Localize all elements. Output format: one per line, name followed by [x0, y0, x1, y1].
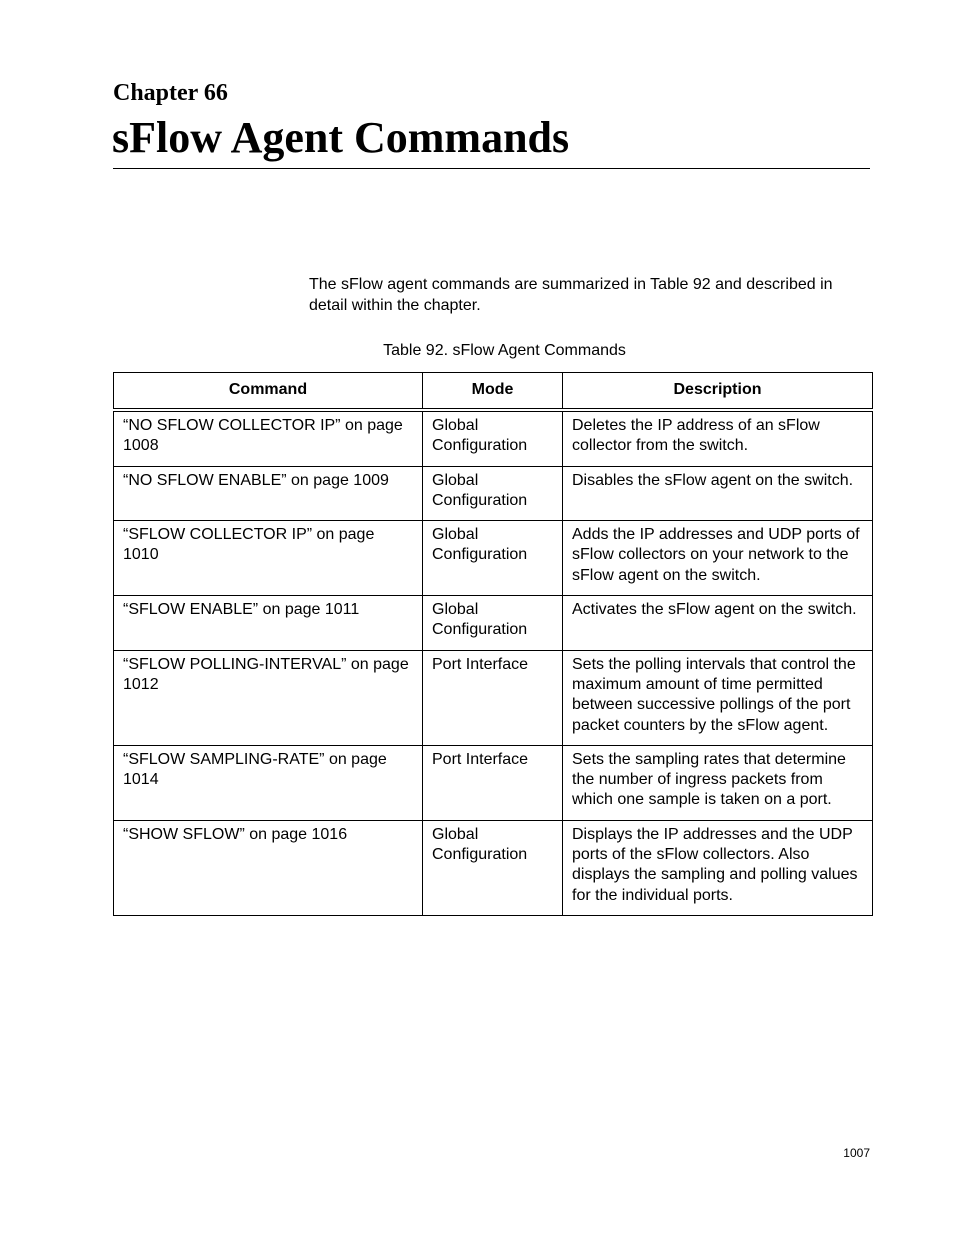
table-row [114, 650, 873, 745]
table-header-row [114, 373, 873, 411]
title-divider [113, 168, 870, 169]
command-cell[interactable]: “SFLOW SAMPLING-RATE” on page 1014 [114, 745, 423, 820]
chapter-label: Chapter 66 [113, 80, 228, 106]
description-cell: Activates the sFlow agent on the switch. [563, 596, 873, 651]
column-header-mode: Mode [423, 373, 563, 411]
command-cell[interactable]: “SHOW SFLOW” on page 1016 [114, 820, 423, 915]
description-cell: Disables the sFlow agent on the switch. [563, 466, 873, 521]
mode-cell: Global Configuration [423, 596, 563, 651]
description-cell: Adds the IP addresses and UDP ports of sFlow collectors on your network to the sFlow agent on the switch. [563, 521, 873, 596]
table-row [114, 466, 873, 521]
table-row [114, 820, 873, 915]
description-cell: Deletes the IP address of an sFlow collector from the switch. [563, 410, 873, 466]
table-caption: Table 92. sFlow Agent Commands [383, 342, 626, 359]
description-cell: Displays the IP addresses and the UDP ports of the sFlow collectors. Also displays the sampling and polling values for the individual ports. [563, 820, 873, 915]
description-cell: Sets the polling intervals that control the maximum amount of time permitted between successive pollings of the port packet counters by the sFlow agent. [563, 650, 873, 745]
mode-cell: Global Configuration [423, 410, 563, 466]
command-cell[interactable]: “SFLOW POLLING-INTERVAL” on page 1012 [114, 650, 423, 745]
column-header-command: Command [114, 373, 423, 411]
page-number: 1007 [843, 1146, 870, 1160]
mode-cell: Port Interface [423, 650, 563, 745]
table-row [114, 596, 873, 651]
description-cell: Sets the sampling rates that determine the number of ingress packets from which one sample is taken on a port. [563, 745, 873, 820]
mode-cell: Port Interface [423, 745, 563, 820]
mode-cell: Global Configuration [423, 466, 563, 521]
commands-table [113, 372, 873, 916]
column-header-description: Description [563, 373, 873, 411]
intro-paragraph: The sFlow agent commands are summarized in Table 92 and described in detail within the chapter. [309, 276, 833, 314]
chapter-title: sFlow Agent Commands [112, 113, 570, 162]
mode-cell: Global Configuration [423, 820, 563, 915]
command-cell[interactable]: “NO SFLOW COLLECTOR IP” on page 1008 [114, 410, 423, 466]
table-row [114, 745, 873, 820]
command-cell[interactable]: “NO SFLOW ENABLE” on page 1009 [114, 466, 423, 521]
mode-cell: Global Configuration [423, 521, 563, 596]
command-cell[interactable]: “SFLOW ENABLE” on page 1011 [114, 596, 423, 651]
table-row [114, 521, 873, 596]
table-row [114, 410, 873, 466]
command-cell[interactable]: “SFLOW COLLECTOR IP” on page 1010 [114, 521, 423, 596]
